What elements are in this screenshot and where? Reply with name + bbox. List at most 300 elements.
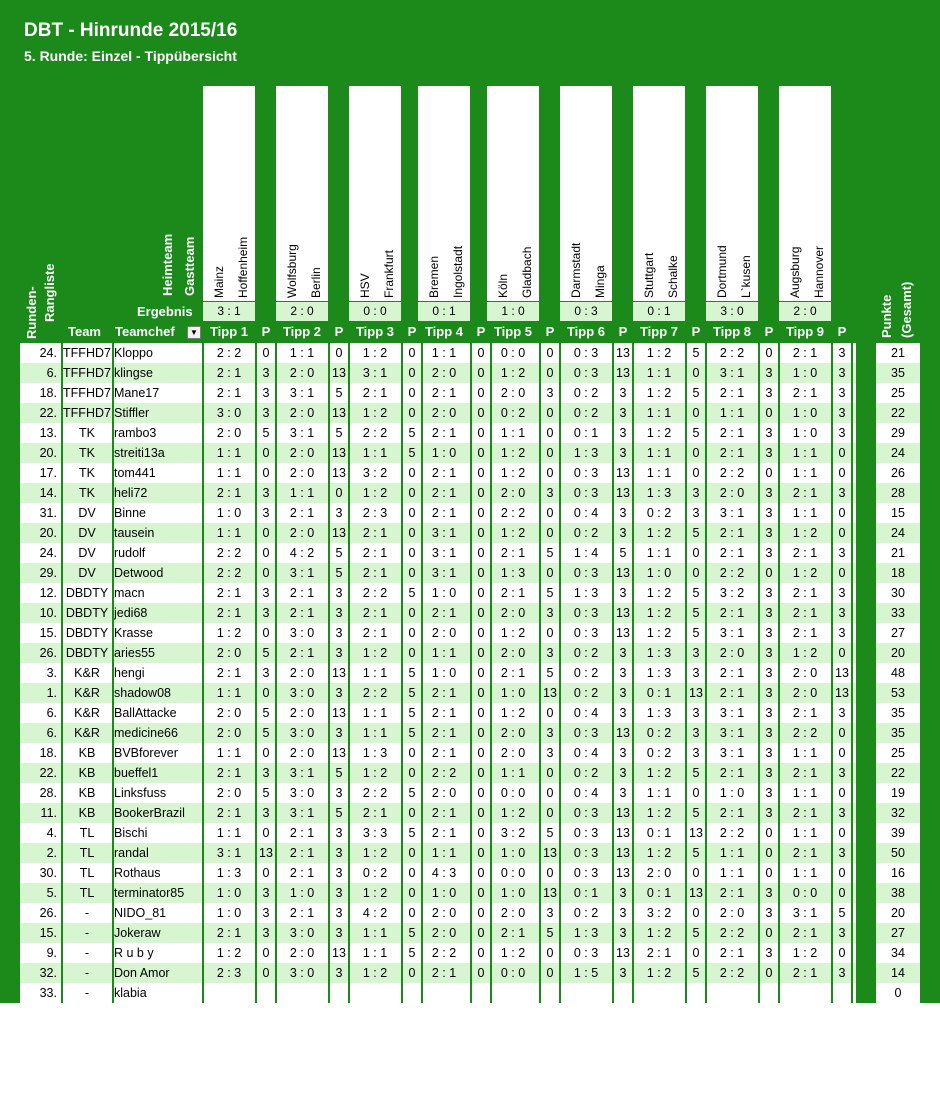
column-divider [255,343,257,1003]
total-points-cell: 25 [876,743,920,763]
away-team-7: Schalke [666,255,680,298]
points-cell: 0 [477,666,485,680]
points-cell: 13 [332,466,346,480]
tipp-cell: 3 : 1 [719,726,745,740]
tipp-cell: 0 : 4 [573,786,599,800]
table-row [20,723,858,743]
tipp-cell: 1 : 2 [646,766,672,780]
points-cell [257,983,275,1003]
teamchef-header: Teamchef [115,324,175,339]
tipp-cell: 2 : 2 [216,546,242,560]
home-team-4: Bremen [427,255,441,298]
points-cell: 13 [616,846,630,860]
tipp-cell: 2 : 1 [719,806,745,820]
team-cell: TFFHD7 [63,386,111,400]
points-cell: 0 [477,866,485,880]
points-cell: 5 [335,426,343,440]
points-cell: 0 [765,926,773,940]
points-cell: 3 [765,586,773,600]
points-cell: 3 [765,906,773,920]
points-cell: 5 [262,646,270,660]
points-cell: 13 [332,406,346,420]
team-cell: K&R [74,726,100,740]
points-cell: 5 [408,686,416,700]
points-cell: 0 [408,366,416,380]
team-cell: TK [79,466,95,480]
points-cell: 0 [546,706,554,720]
tipp-cell: 0 : 3 [573,486,599,500]
points-cell: 5 [408,426,416,440]
points-cell: 0 [546,566,554,580]
tipp-cell: 1 : 2 [792,526,818,540]
tipp-cell: 1 : 0 [431,886,457,900]
tipp-cell: 1 : 3 [646,666,672,680]
points-cell: 3 [546,606,554,620]
table-row [20,823,858,843]
points-cell: 0 [408,886,416,900]
points-cell: 3 [262,926,270,940]
tipp-header-8: Tipp 8 [712,324,752,339]
tipp-cell: 2 : 1 [719,546,745,560]
tipp-cell: 1 : 1 [646,786,672,800]
team-cell: TK [79,486,95,500]
tipp-cell: 0 : 3 [573,846,599,860]
points-cell: 5 [692,626,700,640]
tipp-cell: 1 : 1 [646,466,672,480]
tipp-cell: 1 : 0 [216,506,242,520]
tipp-cell: 2 : 1 [431,606,457,620]
team-cell: TK [79,426,95,440]
tipp-cell: 0 : 3 [573,366,599,380]
tipp-cell [633,983,685,1003]
points-cell: 3 [619,386,627,400]
points-cell: 0 [692,566,700,580]
total-points-cell: 29 [876,423,920,443]
tipp-header-4: Tipp 4 [424,324,464,339]
home-team-8: Dortmund [715,245,729,298]
tipp-cell: 2 : 1 [431,686,457,700]
points-cell: 3 [765,446,773,460]
points-cell: 3 [619,446,627,460]
rank-cell: 22. [39,766,57,780]
tipp-cell: 1 : 1 [362,446,388,460]
points-cell: 3 [262,666,270,680]
points-cell: 0 [765,846,773,860]
result-2: 2 : 0 [276,302,328,321]
points-cell: 3 [765,666,773,680]
tipp-cell: 2 : 0 [431,786,457,800]
tipp-cell: 1 : 1 [792,506,818,520]
points-cell: 0 [477,426,485,440]
points-cell: 3 [335,866,343,880]
tipp-cell: 1 : 1 [719,846,745,860]
points-cell: 5 [838,906,846,920]
team-cell: DV [78,566,96,580]
points-cell [833,983,851,1003]
away-team-1: Hoffenheim [236,236,250,298]
points-cell: 0 [408,406,416,420]
table-row [20,803,858,823]
away-team-8: L`kusen [739,255,753,298]
tipp-cell: 2 : 1 [289,606,315,620]
points-cell: 13 [616,726,630,740]
points-cell: 3 [692,506,700,520]
tipp-cell: 2 : 1 [431,966,457,980]
points-cell: 3 [619,966,627,980]
points-cell: 0 [262,826,270,840]
tipp-cell: 1 : 2 [216,946,242,960]
points-cell: 3 [838,486,846,500]
points-cell: 0 [546,446,554,460]
tipp-cell: 2 : 1 [362,386,388,400]
tipp-cell: 3 : 0 [289,626,315,640]
tipp-cell: 2 : 1 [216,806,242,820]
tipp-cell: 1 : 3 [573,586,599,600]
points-cell: 5 [692,386,700,400]
rangliste-label-2: Rangliste [42,263,57,322]
total-points-cell: 53 [876,683,920,703]
tipp-cell: 2 : 2 [216,566,242,580]
tipp-cell [779,983,831,1003]
points-cell: 0 [408,506,416,520]
table-row [20,963,858,983]
points-cell: 13 [332,366,346,380]
tipp-cell [276,983,328,1003]
tipp-cell: 2 : 0 [431,926,457,940]
rank-cell: 10. [39,606,57,620]
tipp-cell: 3 : 1 [289,806,315,820]
tipp-cell: 2 : 2 [719,466,745,480]
tipp-cell: 2 : 1 [216,366,242,380]
points-cell: 3 [335,606,343,620]
result-9: 2 : 0 [779,302,831,321]
points-cell: 0 [262,446,270,460]
tipp-cell: 2 : 1 [500,586,526,600]
tipp-cell: 0 : 3 [573,626,599,640]
points-cell: 3 [619,586,627,600]
teamchef-cell: streiti13a [114,446,165,460]
points-cell: 13 [616,466,630,480]
tipp-cell: 2 : 0 [719,486,745,500]
home-team-7: Stuttgart [642,252,656,298]
table-row [20,843,858,863]
points-cell: 3 [765,426,773,440]
points-cell: 3 [692,706,700,720]
tipp-cell: 2 : 1 [792,486,818,500]
tipp-cell: 0 : 2 [646,506,672,520]
tipp-cell: 2 : 0 [289,366,315,380]
teamchef-cell: Don Amor [114,966,170,980]
tipp-cell: 2 : 2 [216,346,242,360]
tipp-cell: 1 : 0 [431,666,457,680]
tipp-cell: 2 : 1 [500,546,526,560]
tipp-cell: 2 : 1 [792,806,818,820]
points-cell: 0 [477,966,485,980]
tipp-cell: 1 : 3 [362,746,388,760]
points-cell: 0 [477,586,485,600]
tipp-cell: 2 : 1 [289,826,315,840]
away-team-5: Gladbach [520,246,534,298]
points-cell: 3 [335,626,343,640]
tipp-cell: 1 : 0 [289,886,315,900]
total-points-cell: 50 [876,843,920,863]
team-cell: KB [78,806,96,820]
points-cell: 3 [765,366,773,380]
team-cell: - [84,966,90,980]
filter-dropdown-icon[interactable]: ▼ [187,326,201,339]
points-cell: 0 [838,726,846,740]
total-points-cell: 33 [876,603,920,623]
tipp-cell: 1 : 1 [362,946,388,960]
points-cell: 3 [838,426,846,440]
tipp-cell: 0 : 0 [500,866,526,880]
tipp-cell: 2 : 1 [362,806,388,820]
tipp-cell: 1 : 1 [719,866,745,880]
tipp-cell: 3 : 2 [362,466,388,480]
total-points-cell: 48 [876,663,920,683]
points-cell: 3 [262,606,270,620]
total-points-cell: 35 [876,363,920,383]
total-points-cell: 24 [876,523,920,543]
tipp-cell: 3 : 1 [792,906,818,920]
team-cell: - [84,986,90,1000]
tipp-cell: 3 : 1 [719,506,745,520]
teamchef-cell: medicine66 [114,726,178,740]
tipp-cell: 3 : 1 [719,746,745,760]
tipp-cell: 2 : 2 [719,346,745,360]
column-divider [421,343,423,1003]
points-cell: 3 [765,606,773,620]
column-divider [831,343,833,1003]
tipp-cell: 2 : 1 [500,666,526,680]
points-cell: 5 [408,786,416,800]
points-header-3: P [407,324,417,339]
points-cell: 0 [546,626,554,640]
column-divider [559,343,561,1003]
column-divider [61,343,63,1003]
tipp-cell [349,983,401,1003]
team-cell: TFFHD7 [63,346,111,360]
team-cell: TL [79,846,95,860]
column-divider [685,343,687,1003]
tipp-cell: 1 : 1 [216,446,242,460]
result-3: 0 : 0 [349,302,401,321]
points-cell: 0 [546,766,554,780]
rank-cell: 6. [46,366,57,380]
teamchef-cell: tausein [114,526,155,540]
points-cell: 3 [335,786,343,800]
tipp-cell: 1 : 0 [500,886,526,900]
total-points-cell: 30 [876,583,920,603]
tipp-cell: 2 : 2 [431,766,457,780]
tipp-cell: 0 : 3 [573,726,599,740]
points-cell: 3 [619,666,627,680]
tipp-header-2: Tipp 2 [282,324,322,339]
tipp-cell: 1 : 2 [362,766,388,780]
points-cell: 0 [838,786,846,800]
tipp-cell: 2 : 1 [289,586,315,600]
points-cell: 13 [835,666,849,680]
heimteam-label: Heimteam [160,233,175,296]
tipp-cell: 2 : 0 [216,646,242,660]
points-cell: 0 [692,946,700,960]
points-cell: 5 [692,346,700,360]
tipp-cell: 1 : 3 [573,446,599,460]
tipp-cell: 1 : 0 [216,886,242,900]
points-cell: 0 [765,466,773,480]
tipp-cell: 0 : 0 [792,886,818,900]
rank-cell: 24. [39,546,57,560]
tipp-cell: 3 : 2 [719,586,745,600]
points-cell: 0 [408,466,416,480]
tipp-cell [203,983,255,1003]
points-cell: 0 [477,446,485,460]
tipp-cell: 2 : 1 [792,966,818,980]
teamchef-cell: jedi68 [114,606,148,620]
table-row [20,463,858,483]
rank-cell: 20. [39,526,57,540]
team-cell: - [84,906,90,920]
tipp-cell: 2 : 1 [719,606,745,620]
tipp-cell: 0 : 2 [573,406,599,420]
tipp-cell: 4 : 2 [362,906,388,920]
tipp-cell: 1 : 0 [216,906,242,920]
points-cell [541,983,559,1003]
team-cell: DBDTY [65,606,109,620]
tipp-cell: 4 : 2 [289,546,315,560]
home-team-6: Darmstadt [569,242,583,298]
rank-cell: 9. [46,946,57,960]
points-cell: 5 [408,946,416,960]
points-cell: 5 [692,966,700,980]
tipp-cell: 3 : 0 [289,966,315,980]
tipp-cell: 0 : 3 [573,346,599,360]
tipp-cell: 0 : 3 [573,826,599,840]
points-cell: 0 [692,366,700,380]
column-divider [539,343,541,1003]
rank-cell: 33. [39,986,57,1000]
team-cell: DV [78,526,96,540]
rank-cell: 30. [39,866,57,880]
points-cell: 13 [616,866,630,880]
total-points-cell: 21 [876,543,920,563]
points-cell: 3 [838,386,846,400]
tipp-cell: 1 : 2 [500,706,526,720]
tipp-cell: 0 : 3 [573,946,599,960]
teamchef-cell: BookerBrazil [114,806,185,820]
tipp-cell [418,983,470,1003]
points-cell: 3 [262,506,270,520]
points-cell: 13 [616,346,630,360]
points-cell: 0 [838,826,846,840]
tipp-cell: 0 : 3 [573,566,599,580]
points-cell: 3 [262,486,270,500]
tipp-cell: 2 : 2 [362,786,388,800]
points-cell: 0 [408,386,416,400]
tipp-cell: 3 : 1 [289,386,315,400]
rank-cell: 26. [39,906,57,920]
points-cell: 0 [838,646,846,660]
points-cell: 0 [477,726,485,740]
table-row [20,363,858,383]
tipp-cell: 3 : 0 [289,686,315,700]
points-cell: 0 [408,966,416,980]
points-cell: 0 [408,606,416,620]
result-8: 3 : 0 [706,302,758,321]
tipp-cell: 1 : 2 [646,586,672,600]
tipp-cell: 2 : 1 [792,346,818,360]
points-cell: 3 [838,406,846,420]
points-cell: 0 [692,446,700,460]
teamchef-cell: terminator85 [114,886,185,900]
away-team-4: Ingolstadt [451,245,465,298]
tipp-cell: 1 : 1 [431,346,457,360]
points-header-9: P [837,324,847,339]
teamchef-cell: Linksfuss [114,786,167,800]
points-cell: 13 [332,946,346,960]
points-cell: 5 [408,706,416,720]
team-cell: DV [78,506,96,520]
points-cell: 3 [765,646,773,660]
points-cell: 0 [546,426,554,440]
tipp-cell: 2 : 1 [289,646,315,660]
tipp-cell: 3 : 0 [289,786,315,800]
tipp-cell: 1 : 2 [500,526,526,540]
tipp-cell: 1 : 0 [792,406,818,420]
column-divider [490,343,492,1003]
tipp-cell: 1 : 2 [362,966,388,980]
points-cell: 5 [262,786,270,800]
points-cell: 0 [477,886,485,900]
tipp-cell: 2 : 2 [792,726,818,740]
total-points-cell: 20 [876,643,920,663]
points-cell: 0 [477,846,485,860]
points-cell: 13 [332,706,346,720]
tipp-cell: 2 : 3 [362,506,388,520]
points-cell: 0 [477,766,485,780]
total-points-cell: 22 [876,763,920,783]
tipp-cell: 2 : 2 [719,826,745,840]
points-cell: 3 [765,806,773,820]
points-cell: 13 [616,946,630,960]
points-cell: 0 [765,826,773,840]
tipp-cell: 1 : 1 [646,406,672,420]
tipp-cell [560,983,612,1003]
column-divider [851,343,853,1003]
points-cell: 5 [692,846,700,860]
team-cell: TL [79,826,95,840]
points-cell: 3 [619,426,627,440]
points-cell: 0 [477,786,485,800]
tipp-cell: 0 : 2 [573,386,599,400]
teamchef-cell: tom441 [114,466,156,480]
teamchef-cell: Jokeraw [114,926,161,940]
tipp-cell: 2 : 1 [431,386,457,400]
tipp-cell: 2 : 1 [216,766,242,780]
tipp-cell: 3 : 0 [216,406,242,420]
points-cell: 0 [692,466,700,480]
points-cell: 0 [477,346,485,360]
tipp-cell: 0 : 1 [646,886,672,900]
points-cell: 13 [835,686,849,700]
points-cell: 3 [765,746,773,760]
column-divider [856,343,876,1003]
tipp-cell: 2 : 0 [289,406,315,420]
tipp-cell: 1 : 2 [500,806,526,820]
tipp-cell: 1 : 2 [500,466,526,480]
points-cell: 13 [543,886,557,900]
table-row [20,503,858,523]
